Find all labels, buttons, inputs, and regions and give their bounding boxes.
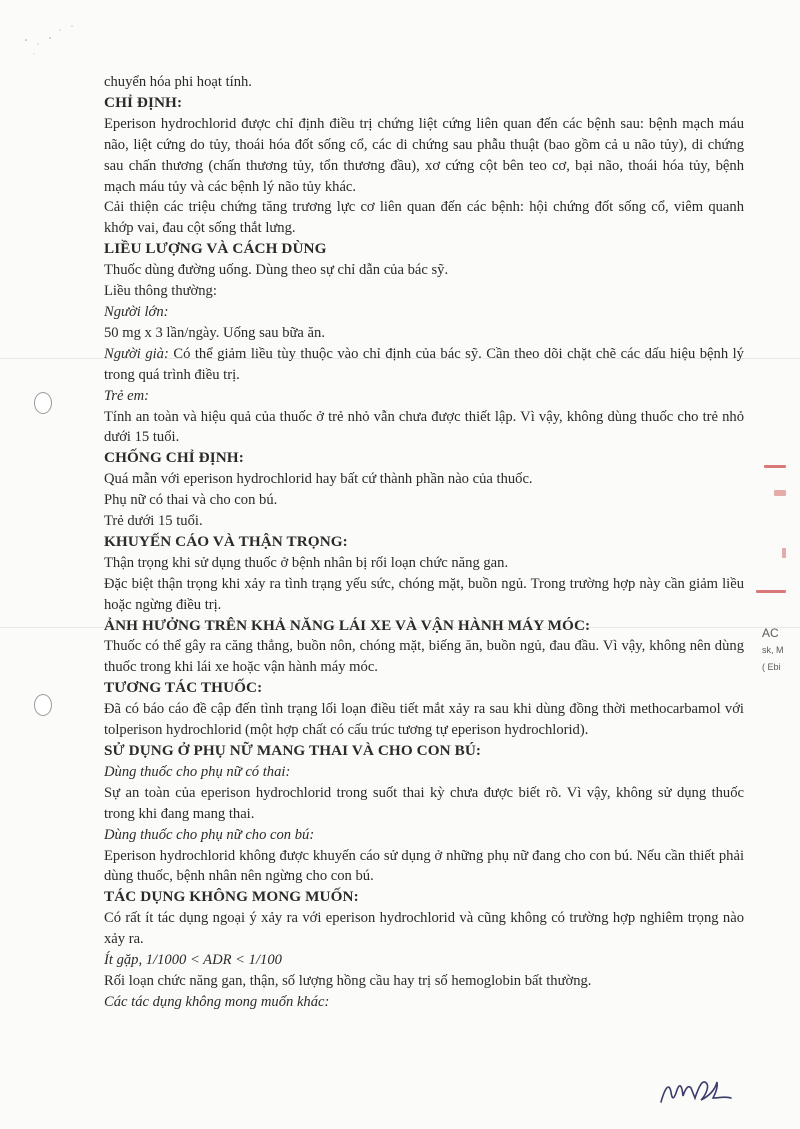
margin-note: ( Ebi [762,662,781,672]
paragraph: Liều thông thường: [104,283,217,300]
punch-hole [34,694,52,716]
punch-hole [34,392,52,414]
subheading: Dùng thuốc cho phụ nữ cho con bú: [104,826,315,843]
edge-stamp-mark [764,465,786,468]
section-heading: ẢNH HƯỞNG TRÊN KHẢ NĂNG LÁI XE VÀ VẬN HÀNH MÁY MÓC: [104,616,591,634]
edge-stamp-mark [774,490,786,496]
paragraph-text: Có thể giảm liều tùy thuộc vào chỉ định của bác sỹ. Cần theo dõi chặt chẽ các dấu hiệu bệnh lý trong quá trình điều trị. [104,345,744,383]
paragraph: Sự an toàn của eperison hydrochlorid trong suốt thai kỳ chưa được biết rõ. Vì vậy, không sử dụng thuốc trong khi đang mang thai. [104,784,744,822]
section-heading: CHỐNG CHỈ ĐỊNH: [104,449,244,467]
handwritten-signature [655,1068,745,1113]
subheading: Các tác dụng không mong muốn khác: [104,993,330,1010]
inline-label: Người già: [104,345,169,362]
subheading: Dùng thuốc cho phụ nữ có thai: [104,763,291,780]
paragraph: Rối loạn chức năng gan, thận, số lượng hồng cầu hay trị số hemoglobin bất thường. [104,972,592,989]
paragraph: Đã có báo cáo đề cập đến tình trạng lối loạn điều tiết mắt xảy ra sau khi dùng đồng thời methocarbamol với tolperison hydrochlorid (một hợp chất có cấu trúc tương tự eperison hydrochlorid). [104,701,744,739]
section-heading: TÁC DỤNG KHÔNG MONG MUỐN: [104,888,359,906]
paragraph: Thận trọng khi sử dụng thuốc ở bệnh nhân bị rối loạn chức năng gan. [104,554,509,571]
margin-note: sk, M [762,645,784,655]
subheading: Người lớn: [104,303,169,320]
section-heading: KHUYẾN CÁO VÀ THẬN TRỌNG: [104,532,348,550]
paragraph: Quá mẫn với eperison hydrochlorid hay bất cứ thành phần nào của thuốc. [104,471,533,488]
subheading: Trẻ em: [104,387,149,404]
paragraph: Phụ nữ có thai và cho con bú. [104,492,278,509]
paragraph: Thuốc có thể gây ra căng thẳng, buồn nôn, chóng mặt, biếng ăn, buồn ngủ, đau đầu. Vì vậy, không nên dùng thuốc trong khi lái xe hoặc vận hành máy móc. [104,638,744,676]
paragraph: Đặc biệt thận trọng khi xảy ra tình trạng yếu sức, chóng mặt, buồn ngủ. Trong trường hợp này cần giảm liều hoặc ngừng điều trị. [104,575,744,613]
paragraph [104,344,744,386]
section-heading: CHỈ ĐỊNH: [104,93,183,111]
paragraph: Trẻ dưới 15 tuổi. [104,513,203,530]
subheading: Ít gặp, 1/1000 < ADR < 1/100 [104,952,282,969]
paragraph: Eperison hydrochlorid không được khuyến cáo sử dụng ở những phụ nữ đang cho con bú. Nếu cần thiết phải dùng thuốc, bệnh nhân nên ngừng cho con bú. [104,847,744,885]
margin-note: AC [762,626,779,640]
edge-stamp-mark [756,590,786,593]
paragraph: Cải thiện các triệu chứng tăng trương lực cơ liên quan đến các bệnh: hội chứng đốt sống cổ, viêm quanh khớp vai, đau cột sống thắt lưng. [104,199,744,237]
paragraph: Tính an toàn và hiệu quả của thuốc ở trẻ nhỏ vẫn chưa được thiết lập. Vì vậy, không dùng thuốc cho trẻ nhỏ dưới 15 tuổi. [104,408,744,446]
section-heading: SỬ DỤNG Ở PHỤ NỮ MANG THAI VÀ CHO CON BÚ: [104,742,482,759]
paragraph: chuyển hóa phi hoạt tính. [104,74,252,90]
section-heading: LIỀU LƯỢNG VÀ CÁCH DÙNG [104,240,327,258]
section-heading: TƯƠNG TÁC THUỐC: [104,679,263,697]
paragraph: Thuốc dùng đường uống. Dùng theo sự chỉ dẫn của bác sỹ. [104,262,449,279]
paragraph: 50 mg x 3 lần/ngày. Uống sau bữa ăn. [104,324,325,341]
paragraph: Có rất ít tác dụng ngoại ý xảy ra với eperison hydrochlorid và cũng không có trường hợp nghiêm trọng nào xảy ra. [104,910,744,948]
edge-stamp-mark [782,548,786,558]
scan-specks [20,18,80,58]
document-body [104,72,744,1013]
paragraph: Eperison hydrochlorid được chỉ định điều trị chứng liệt cứng liên quan đến các bệnh sau: bệnh mạch máu não, liệt cứng do tủy, thoái hóa đốt sống cổ, các di chứng sau phẫu thuật (bao gồm cả u não tủy), di chứng sau chấn thương (chấn thương tủy, tổn thương đầu), xơ cứng cột bên teo cơ, bại não, thoái hóa tủy, bệnh mạch máu tủy và các bệnh lý não tủy khác. [104,115,744,195]
